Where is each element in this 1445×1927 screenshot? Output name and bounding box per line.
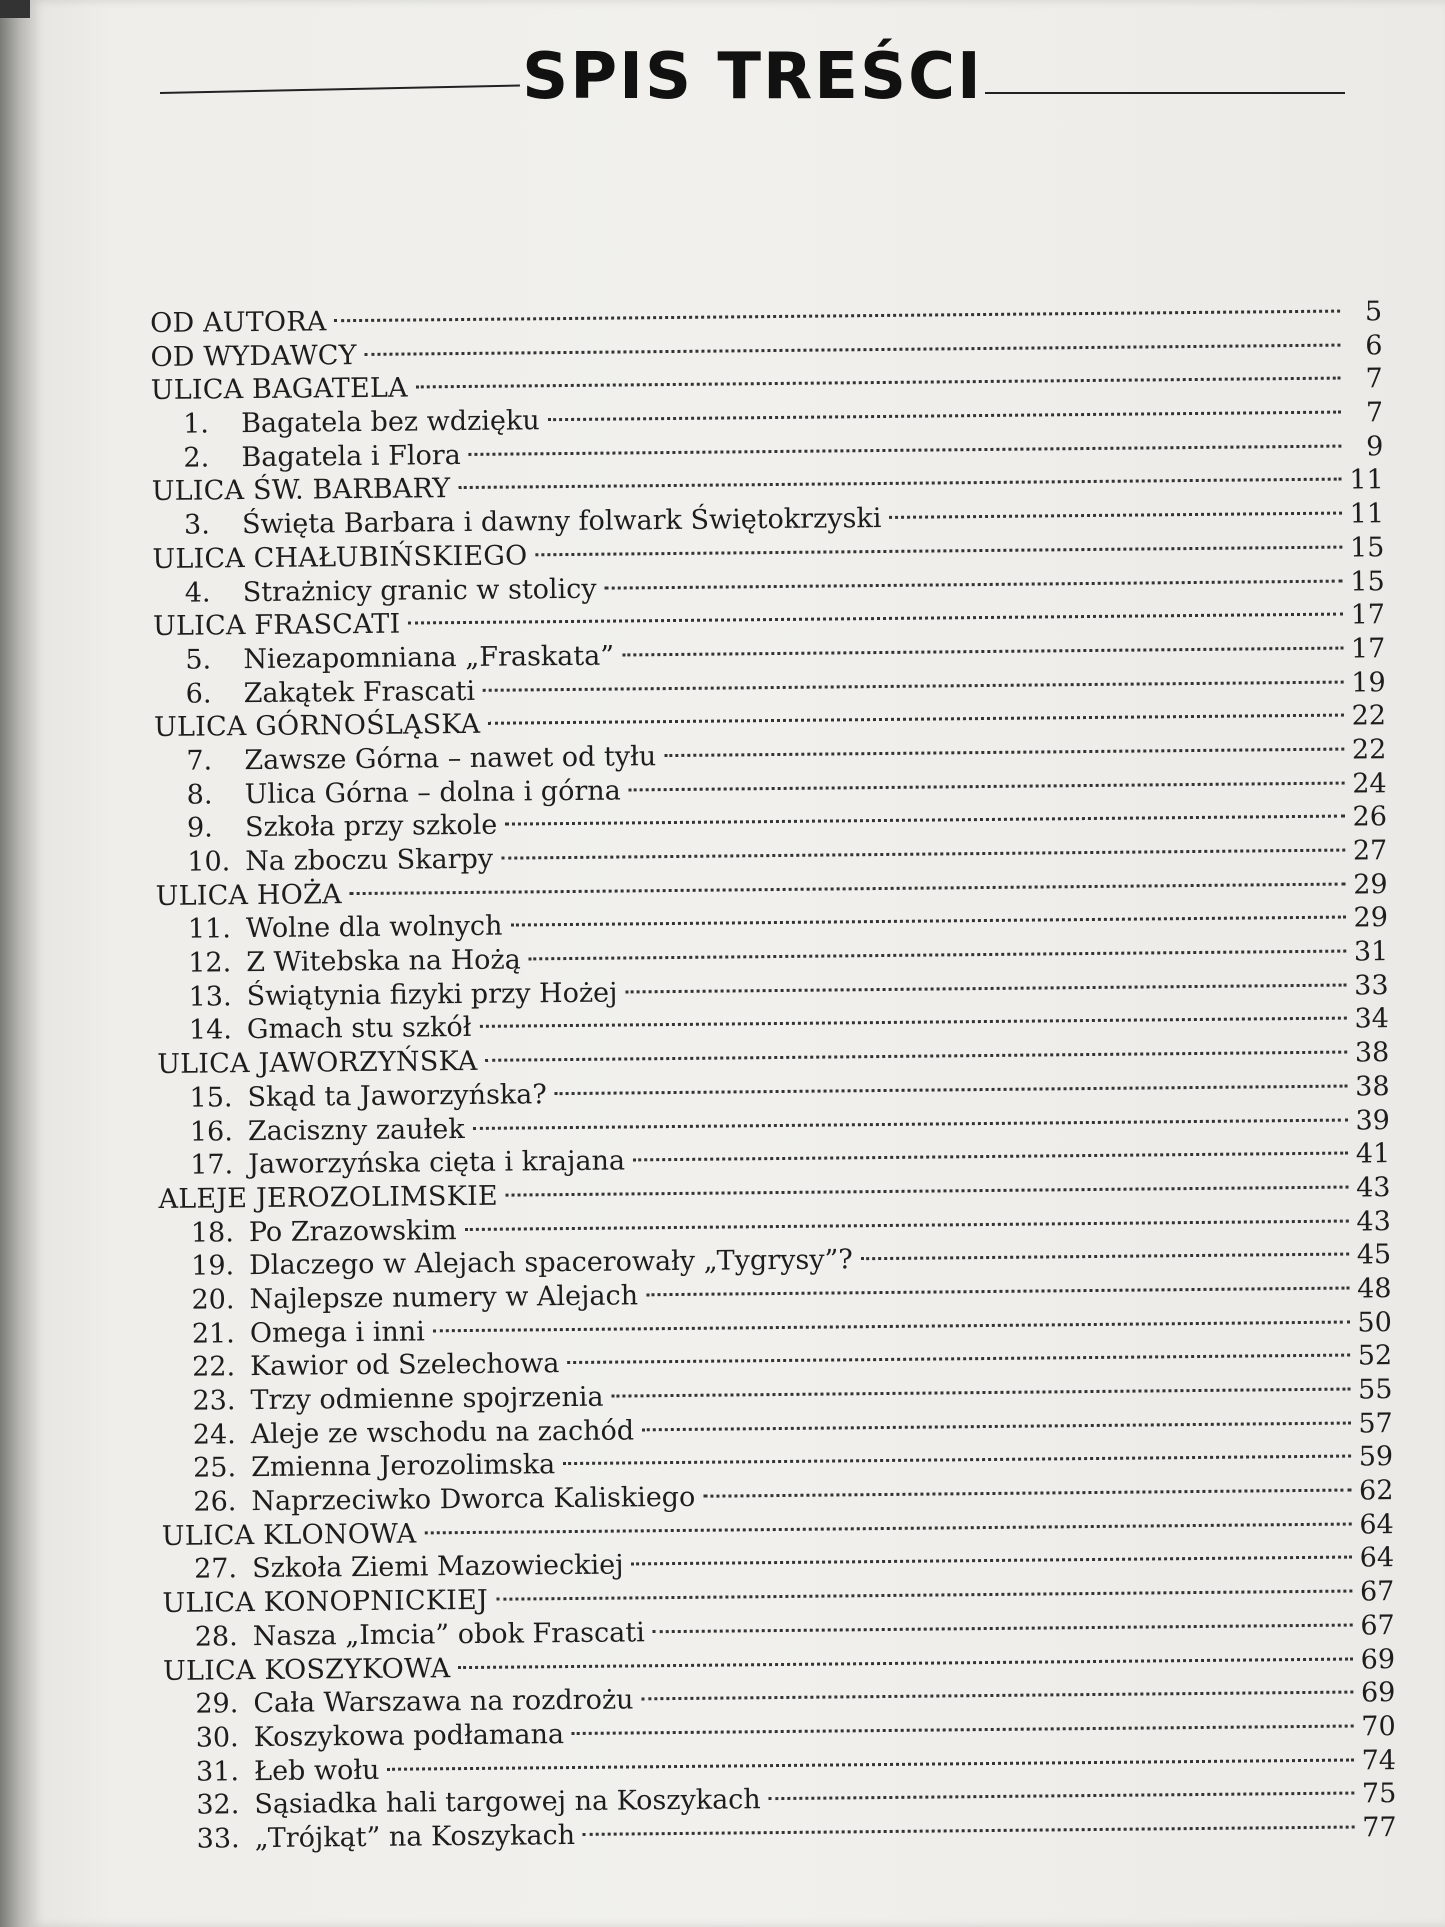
chapter-title: Zaciszny zaułek: [247, 1113, 465, 1147]
page-number: 64: [1359, 1542, 1395, 1574]
chapter-title: Trzy odmienne spojrzenia: [250, 1381, 604, 1417]
chapter-number: 7.: [186, 745, 213, 777]
chapter-number: 33.: [196, 1823, 240, 1855]
section-title: ULICA FRASCATI: [152, 608, 401, 643]
dot-leader: [567, 1354, 1350, 1365]
chapter-title: Cała Warszawa na rozdrożu: [253, 1684, 634, 1720]
page-number: 17: [1350, 599, 1386, 631]
chapter-title: Świątynia fizyki przy Hożej: [246, 977, 618, 1012]
page-number: 24: [1352, 767, 1387, 800]
chapter-title: Po Zrazowskim: [248, 1214, 457, 1248]
page-number: 64: [1359, 1508, 1394, 1541]
dot-leader: [633, 1152, 1348, 1162]
page-number: 43: [1356, 1205, 1391, 1238]
section-title: ULICA KLONOWA: [161, 1518, 417, 1552]
dot-leader: [505, 815, 1345, 826]
dot-leader: [642, 1421, 1351, 1431]
page-number: 43: [1356, 1172, 1391, 1204]
page-number: 41: [1355, 1138, 1391, 1170]
page-number: 22: [1351, 734, 1387, 766]
chapter-title: Niezapomniana „Fraskata”: [243, 640, 615, 675]
page-number: 74: [1361, 1744, 1397, 1776]
page-number: 11: [1349, 498, 1385, 530]
page-number: 34: [1354, 1003, 1390, 1035]
dot-leader: [458, 478, 1341, 489]
chapter-number: 21.: [191, 1317, 235, 1350]
dot-leader: [365, 343, 1341, 355]
section-title: OD WYDAWCY: [150, 339, 357, 373]
chapter-title: Najlepsze numery w Alejach: [249, 1280, 639, 1316]
dot-leader: [387, 1758, 1354, 1770]
chapter-title: Szkoła przy szkole: [244, 810, 498, 844]
dot-leader: [485, 1051, 1347, 1062]
section-title: ALEJE JEROZOLIMSKIE: [158, 1180, 498, 1215]
chapter-number: 22.: [192, 1351, 236, 1383]
dot-leader: [631, 1556, 1352, 1566]
chapter-title: Bagatela bez wdzięku: [240, 405, 540, 440]
dot-leader: [548, 411, 1341, 422]
chapter-title: Zmienna Jerozolimska: [251, 1449, 556, 1484]
dot-leader: [664, 747, 1344, 757]
chapter-title: Nasza „Imcia” obok Frascati: [252, 1617, 645, 1652]
chapter-number: 18.: [190, 1216, 234, 1249]
dot-leader: [641, 1691, 1353, 1701]
chapter-title: Święta Barbara i dawny folwark Świętokrzyski: [241, 503, 882, 541]
page-number: 19: [1351, 666, 1386, 699]
chapter-number: 9.: [186, 812, 213, 844]
chapter-number: 29.: [195, 1688, 239, 1720]
chapter-title: Na zboczu Skarpy: [245, 843, 494, 878]
chapter-number: 25.: [193, 1452, 237, 1485]
section-title: ULICA BAGATELA: [150, 372, 408, 407]
chapter-title: Wolne dla wolnych: [245, 911, 503, 945]
page-number: 59: [1358, 1441, 1394, 1473]
chapter-number: 16.: [189, 1115, 234, 1148]
dot-leader: [555, 1084, 1348, 1095]
chapter-number: 12.: [188, 947, 232, 979]
chapter-number: 30.: [195, 1722, 239, 1754]
chapter-title: Strażnicy granic w stolicy: [242, 573, 597, 608]
dot-leader: [889, 512, 1342, 519]
book-spine: [0, 0, 34, 1927]
section-title: ULICA JAWORZYŃSKA: [157, 1046, 478, 1081]
dot-leader: [629, 781, 1345, 791]
section-title: ULICA KONOPNICKIEJ: [162, 1584, 489, 1620]
page-number: 11: [1349, 464, 1384, 496]
chapter-title: Gmach stu szkół: [246, 1012, 472, 1046]
dot-leader: [350, 882, 1346, 895]
page-number: 70: [1361, 1710, 1396, 1743]
page-number: 7: [1365, 363, 1383, 395]
dot-leader: [572, 1724, 1354, 1735]
chapter-title: Sąsiadka hali targowej na Koszykach: [254, 1784, 761, 1821]
dot-leader: [479, 1017, 1346, 1028]
chapter-title: Kawior od Szelechowa: [250, 1348, 560, 1383]
dot-leader: [861, 1253, 1349, 1261]
table-of-contents: [150, 295, 1397, 1856]
section-title: ULICA GÓRNOŚLĄSKA: [153, 709, 481, 744]
chapter-title: „Trójkąt” na Koszykach: [254, 1819, 576, 1855]
dot-leader: [424, 1522, 1351, 1534]
page-number: 67: [1359, 1576, 1395, 1608]
page-number: 15: [1349, 531, 1385, 564]
dot-leader: [433, 1320, 1350, 1332]
page-number: 57: [1358, 1407, 1393, 1440]
chapter-number: 10.: [187, 846, 231, 878]
chapter-title: Dlaczego w Alejach spacerowały „Tygrysy”?: [249, 1244, 853, 1282]
chapter-number: 27.: [193, 1553, 238, 1586]
page-number: 62: [1358, 1475, 1394, 1507]
chapter-title: Szkoła Ziemi Mazowieckiej: [251, 1549, 624, 1585]
chapter-title: Jaworzyńska cięta i krajana: [248, 1145, 626, 1181]
chapter-number: 6.: [185, 677, 212, 710]
page-number: 15: [1350, 565, 1385, 597]
chapter-title: Omega i inni: [249, 1316, 425, 1349]
chapter-number: 19.: [191, 1250, 235, 1282]
dot-leader: [510, 916, 1345, 927]
page-number: 26: [1352, 801, 1388, 833]
dot-leader: [529, 950, 1347, 961]
chapter-title: Z Witebska na Hożą: [246, 944, 521, 979]
dot-leader: [646, 1286, 1349, 1296]
chapter-title: Koszykowa podłamana: [253, 1718, 565, 1753]
chapter-number: 8.: [186, 779, 213, 811]
chapter-number: 5.: [185, 644, 212, 676]
dot-leader: [408, 613, 1343, 625]
page-number: 50: [1357, 1306, 1392, 1339]
page-number: 6: [1365, 329, 1383, 362]
chapter-title: Skąd ta Jaworzyńska?: [247, 1079, 547, 1113]
page-number: 33: [1354, 969, 1389, 1002]
dot-leader: [506, 1185, 1349, 1196]
chapter-number: 31.: [195, 1755, 240, 1788]
page-number: 38: [1355, 1070, 1390, 1103]
chapter-number: 14.: [188, 1014, 233, 1047]
chapter-number: 20.: [191, 1284, 235, 1316]
dot-leader: [469, 444, 1342, 455]
dot-leader: [583, 1825, 1355, 1835]
page-number: 39: [1355, 1104, 1391, 1136]
page-number: 27: [1352, 835, 1388, 867]
page-number: 69: [1360, 1677, 1396, 1709]
page-number: 7: [1365, 397, 1384, 429]
chapter-number: 15.: [189, 1082, 233, 1114]
section-title: ULICA ŚW. BARBARY: [151, 473, 451, 508]
dot-leader: [496, 1590, 1352, 1601]
chapter-number: 32.: [196, 1789, 240, 1821]
chapter-number: 4.: [184, 576, 211, 609]
dot-leader: [473, 1118, 1348, 1129]
chapter-number: 11.: [187, 913, 232, 946]
chapter-title: Zakątek Frascati: [243, 675, 476, 709]
page-number: 45: [1356, 1239, 1392, 1271]
dot-leader: [488, 714, 1344, 725]
book-page: [30, 0, 1445, 1927]
dot-leader: [703, 1489, 1351, 1498]
chapter-title: Łeb wołu: [253, 1754, 380, 1787]
page-number: 55: [1357, 1374, 1393, 1406]
page-number: 67: [1360, 1609, 1395, 1642]
page-number: 38: [1354, 1037, 1390, 1069]
dot-leader: [653, 1623, 1353, 1633]
chapter-title: Ulica Górna – dolna i górna: [244, 775, 621, 810]
page-number: 5: [1364, 296, 1383, 328]
dot-leader: [612, 1388, 1351, 1398]
chapter-title: Bagatela i Flora: [241, 439, 461, 473]
dot-leader: [458, 1657, 1353, 1669]
dot-leader: [769, 1792, 1355, 1801]
page-number: 31: [1353, 936, 1389, 968]
dot-leader: [605, 579, 1343, 589]
dot-leader: [622, 646, 1343, 656]
dot-leader: [501, 849, 1345, 860]
chapter-number: 13.: [188, 980, 232, 1013]
page-number: 9: [1366, 430, 1384, 463]
chapter-number: 17.: [190, 1149, 234, 1181]
page-number: 22: [1351, 700, 1387, 732]
section-title: OD AUTORA: [150, 306, 327, 339]
title-rule-right: [985, 92, 1345, 94]
page-number: 29: [1353, 902, 1389, 934]
chapter-number: 23.: [192, 1385, 236, 1417]
page-number: 29: [1353, 868, 1388, 901]
dot-leader: [625, 983, 1346, 993]
page-number: 52: [1357, 1340, 1393, 1372]
chapter-number: 24.: [192, 1418, 236, 1451]
page-number: 77: [1362, 1812, 1397, 1844]
dot-leader: [465, 1219, 1349, 1230]
chapter-number: 26.: [193, 1486, 237, 1518]
section-title: ULICA CHAŁUBIŃSKIEGO: [152, 540, 528, 575]
chapter-number: 3.: [183, 509, 211, 541]
chapter-number: 28.: [194, 1621, 238, 1653]
dot-leader: [483, 680, 1344, 691]
dot-leader: [563, 1455, 1351, 1466]
chapter-number: 2.: [183, 442, 210, 474]
page-number: 17: [1350, 633, 1386, 665]
chapter-title: Zawsze Górna – nawet od tyłu: [244, 741, 657, 777]
section-title: ULICA KOSZYKOWA: [162, 1652, 451, 1687]
page-number: 69: [1360, 1643, 1396, 1675]
dot-leader: [535, 545, 1342, 556]
page-header: [160, 40, 1345, 130]
section-title: ULICA HOŻA: [155, 878, 342, 912]
page-title: SPIS TREŚCI: [522, 40, 983, 114]
page-number: 75: [1361, 1778, 1397, 1810]
page-number: 48: [1356, 1273, 1392, 1305]
dot-leader: [416, 377, 1341, 389]
chapter-title: Aleje ze wschodu na zachód: [250, 1415, 635, 1450]
chapter-number: 1.: [182, 408, 210, 440]
chapter-title: Naprzeciwko Dworca Kaliskiego: [251, 1481, 696, 1518]
dot-leader: [335, 310, 1341, 323]
